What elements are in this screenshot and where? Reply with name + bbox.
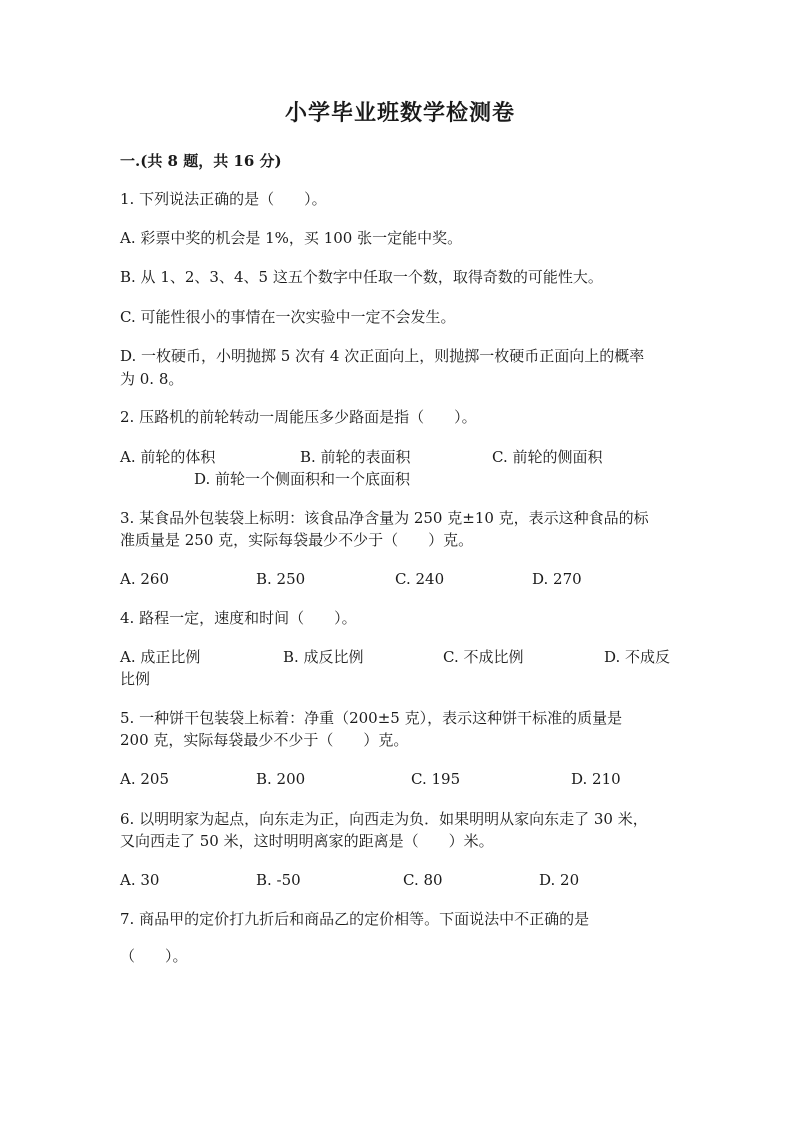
question-3-option-d: D. 270 bbox=[532, 570, 582, 588]
question-4-option-d-cont: 比例 bbox=[120, 670, 151, 688]
question-1-option-d-cont: 为 0. 8。 bbox=[120, 370, 184, 388]
question-2-option-a: A. 前轮的体积 bbox=[120, 448, 216, 466]
question-1-option-c: C. 可能性很小的事情在一次实验中一定不会发生。 bbox=[120, 308, 456, 326]
question-1-option-b: B. 从 1、2、3、4、5 这五个数字中任取一个数，取得奇数的可能性大。 bbox=[120, 268, 603, 286]
question-7-stem-cont: （ ）。 bbox=[120, 947, 188, 965]
question-3-stem-cont: 准质量是 250 克，实际每袋最少不少于（ ）克。 bbox=[120, 531, 474, 549]
question-2-stem: 2. 压路机的前轮转动一周能压多少路面是指（ ）。 bbox=[120, 408, 477, 426]
question-1-option-d: D. 一枚硬币，小明抛掷 5 次有 4 次正面向上，则抛掷一枚硬币正面向上的概率 bbox=[120, 347, 645, 365]
page-title: 小学毕业班数学检测卷 bbox=[284, 100, 515, 126]
question-5-stem: 5. 一种饼干包装袋上标着：净重（200±5 克），表示这种饼干标准的质量是 bbox=[120, 709, 623, 727]
question-4-option-d: D. 不成反 bbox=[604, 648, 671, 666]
question-4-option-c: C. 不成比例 bbox=[443, 648, 524, 666]
question-5-option-a: A. 205 bbox=[120, 770, 169, 788]
question-1-stem: 1. 下列说法正确的是（ ）。 bbox=[120, 190, 327, 208]
question-1-option-a: A. 彩票中奖的机会是 1%，买 100 张一定能中奖。 bbox=[120, 229, 463, 247]
question-5-option-c: C. 195 bbox=[411, 770, 461, 788]
question-7-stem: 7. 商品甲的定价打九折后和商品乙的定价相等。下面说法中不正确的是 bbox=[120, 910, 590, 928]
question-2-option-c: C. 前轮的侧面积 bbox=[492, 448, 603, 466]
question-2-option-d: D. 前轮一个侧面积和一个底面积 bbox=[194, 470, 411, 488]
question-4-option-b: B. 成反比例 bbox=[283, 648, 364, 666]
question-3-option-b: B. 250 bbox=[256, 570, 306, 588]
question-5-option-d: D. 210 bbox=[571, 770, 621, 788]
question-6-stem: 6. 以明明家为起点，向东走为正，向西走为负．如果明明从家向东走了 30 米， bbox=[120, 810, 648, 828]
question-3-option-c: C. 240 bbox=[395, 570, 445, 588]
section-heading: 一.(共 8 题，共 16 分) bbox=[120, 152, 282, 170]
question-6-stem-cont: 又向西走了 50 米，这时明明离家的距离是（ ）米。 bbox=[120, 832, 494, 850]
question-3-stem: 3. 某食品外包装袋上标明：该食品净含量为 250 克±10 克，表示这种食品的标 bbox=[120, 509, 649, 527]
question-4-option-a: A. 成正比例 bbox=[120, 648, 201, 666]
question-5-option-b: B. 200 bbox=[256, 770, 306, 788]
question-4-stem: 4. 路程一定，速度和时间（ ）。 bbox=[120, 609, 357, 627]
question-5-stem-cont: 200 克，实际每袋最少不少于（ ）克。 bbox=[120, 731, 409, 749]
question-6-option-c: C. 80 bbox=[403, 871, 443, 889]
question-6-option-a: A. 30 bbox=[120, 871, 160, 889]
question-3-option-a: A. 260 bbox=[120, 570, 169, 588]
question-6-option-d: D. 20 bbox=[539, 871, 580, 889]
question-6-option-b: B. -50 bbox=[256, 871, 301, 889]
question-2-option-b: B. 前轮的表面积 bbox=[300, 448, 411, 466]
